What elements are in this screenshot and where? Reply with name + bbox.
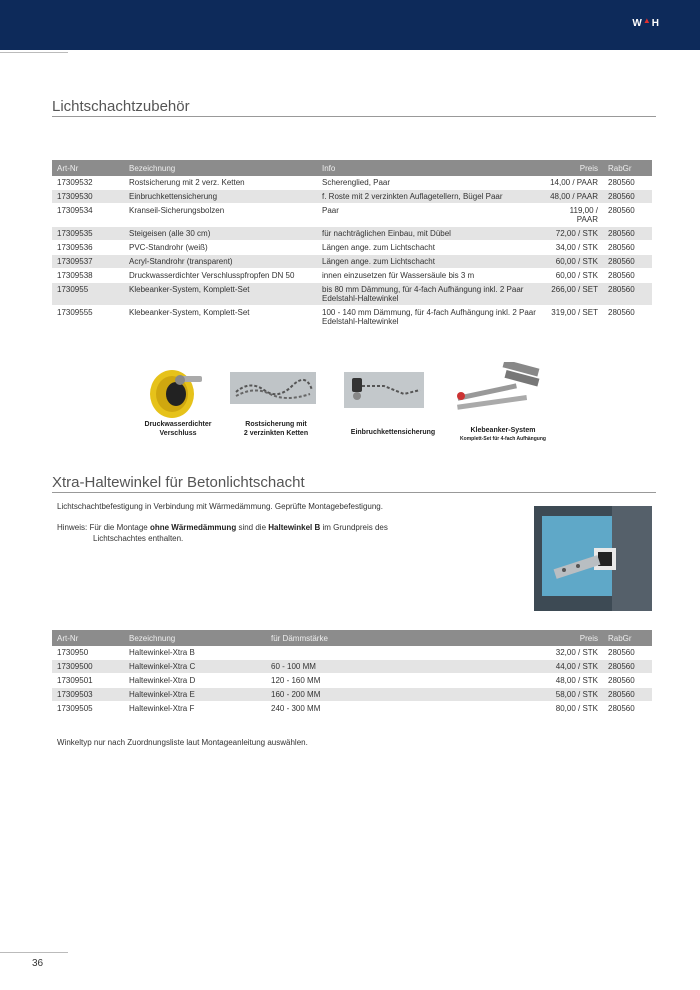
hint-bold: Haltewinkel B <box>268 523 321 532</box>
cell-preis: 319,00 / SET <box>543 306 603 329</box>
cell-rabgr: 280560 <box>603 674 652 688</box>
cell-bezeichnung: Druckwasserdichter Verschlusspfropfen DN 50 <box>124 269 317 283</box>
chain-image <box>230 372 316 408</box>
caption-line: Verschluss <box>159 430 197 437</box>
cell-info: bis 80 mm Dämmung, für 4-fach Aufhängung inkl. 2 Paar Edelstahl-Haltewinkel <box>317 283 543 306</box>
cell-rabgr: 280560 <box>603 702 652 716</box>
section-title-xtra-haltewinkel: Xtra-Haltewinkel für Betonlichtschacht <box>52 474 305 491</box>
cell-bezeichnung: Haltewinkel-Xtra D <box>124 674 266 688</box>
cell-artnr: 17309500 <box>52 660 124 674</box>
cell-preis: 14,00 / PAAR <box>543 176 603 190</box>
hint-part: Für die Montage <box>89 523 148 532</box>
col-bezeichnung: Bezeichnung <box>124 630 266 646</box>
cell-bezeichnung: Kranseil-Sicherungsbolzen <box>124 204 317 227</box>
cell-rabgr: 280560 <box>603 306 652 329</box>
cell-artnr: 17309555 <box>52 306 124 329</box>
caption-burglary <box>340 428 446 437</box>
table-row <box>52 702 652 716</box>
cell-preis: 60,00 / STK <box>543 255 603 269</box>
col-rabgr: RabGr <box>603 160 652 176</box>
cell-preis: 34,00 / STK <box>543 241 603 255</box>
caption-line: Komplett-Set für 4-fach Aufhängung <box>460 436 546 442</box>
col-info: Info <box>317 160 543 176</box>
col-artnr: Art-Nr <box>52 160 124 176</box>
cell-rabgr: 280560 <box>603 283 652 306</box>
cell-artnr: 17309536 <box>52 241 124 255</box>
table-row <box>52 227 652 241</box>
cell-artnr: 17309503 <box>52 688 124 702</box>
cell-bezeichnung: Haltewinkel-Xtra E <box>124 688 266 702</box>
hint-text <box>57 522 477 544</box>
cell-daemmstaerke: 120 - 160 MM <box>266 674 543 688</box>
caption-plug <box>134 420 222 438</box>
footnote-text: Winkeltyp nur nach Zuordnungsliste laut Montageanleitung auswählen. <box>57 738 308 747</box>
cell-daemmstaerke <box>266 646 543 660</box>
cell-rabgr: 280560 <box>603 255 652 269</box>
section-rule <box>52 116 656 117</box>
cell-preis: 44,00 / STK <box>543 660 603 674</box>
bracket-photo <box>534 506 652 615</box>
haltewinkel-table <box>52 630 652 716</box>
plug-image <box>140 366 210 425</box>
table-header-row <box>52 630 652 646</box>
cell-bezeichnung: Steigeisen (alle 30 cm) <box>124 227 317 241</box>
cell-info: Paar <box>317 204 543 227</box>
cell-info: f. Roste mit 2 verzinkten Auflagetellern, Bügel Paar <box>317 190 543 204</box>
cell-bezeichnung: Acryl-Standrohr (transparent) <box>124 255 317 269</box>
table-row <box>52 674 652 688</box>
cell-daemmstaerke: 60 - 100 MM <box>266 660 543 674</box>
footer-divider <box>0 952 68 953</box>
table-row <box>52 190 652 204</box>
cell-rabgr: 280560 <box>603 227 652 241</box>
cell-artnr: 17309535 <box>52 227 124 241</box>
col-artnr: Art-Nr <box>52 630 124 646</box>
cell-preis: 58,00 / STK <box>543 688 603 702</box>
cell-bezeichnung: Einbruchkettensicherung <box>124 190 317 204</box>
table-header-row <box>52 160 652 176</box>
caption-line: Rostsicherung mit <box>245 421 307 428</box>
cell-info: Scherenglied, Paar <box>317 176 543 190</box>
caption-line: Einbruchkettensicherung <box>350 429 436 436</box>
table-row <box>52 241 652 255</box>
col-preis: Preis <box>543 630 603 646</box>
col-rabgr: RabGr <box>603 630 652 646</box>
burglary-chain-image <box>344 372 424 412</box>
cell-rabgr: 280560 <box>603 660 652 674</box>
hint-label: Hinweis: <box>57 523 88 532</box>
accessories-table <box>52 160 652 329</box>
intro-text: Lichtschachtbefestigung in Verbindung mit Wärmedämmung. Geprüfte Montagebefestigung. <box>57 502 383 511</box>
cell-info: innen einzusetzen für Wassersäule bis 3 m <box>317 269 543 283</box>
cell-artnr: 17309505 <box>52 702 124 716</box>
caption-line: Druckwasserdichter <box>144 421 212 428</box>
cell-bezeichnung: Klebeanker-System, Komplett-Set <box>124 306 317 329</box>
cell-bezeichnung: Klebeanker-System, Komplett-Set <box>124 283 317 306</box>
page-number: 36 <box>32 958 44 969</box>
cell-preis: 32,00 / STK <box>543 646 603 660</box>
caption-line: 2 verzinkten Ketten <box>243 430 309 437</box>
col-preis: Preis <box>543 160 603 176</box>
cell-bezeichnung: Haltewinkel-Xtra C <box>124 660 266 674</box>
cell-info: Längen ange. zum Lichtschacht <box>317 241 543 255</box>
cell-artnr: 1730950 <box>52 646 124 660</box>
cell-artnr: 17309534 <box>52 204 124 227</box>
table-row <box>52 255 652 269</box>
table-row <box>52 283 652 306</box>
cell-preis: 266,00 / SET <box>543 283 603 306</box>
cell-rabgr: 280560 <box>603 241 652 255</box>
cell-daemmstaerke: 240 - 300 MM <box>266 702 543 716</box>
cell-info: für nachträglichen Einbau, mit Dübel <box>317 227 543 241</box>
caption-line: Klebeanker-System <box>470 427 536 434</box>
table-row <box>52 269 652 283</box>
header-divider <box>0 52 68 53</box>
table-row <box>52 204 652 227</box>
cell-artnr: 17309532 <box>52 176 124 190</box>
cell-artnr: 1730955 <box>52 283 124 306</box>
col-bezeichnung: Bezeichnung <box>124 160 317 176</box>
cell-preis: 119,00 / PAAR <box>543 204 603 227</box>
hint-line2: Lichtschachtes enthalten. <box>93 534 184 543</box>
cell-preis: 60,00 / STK <box>543 269 603 283</box>
cell-preis: 72,00 / STK <box>543 227 603 241</box>
cell-preis: 48,00 / PAAR <box>543 190 603 204</box>
cell-rabgr: 280560 <box>603 204 652 227</box>
section-rule <box>52 492 656 493</box>
hint-part: im Grundpreis des <box>322 523 388 532</box>
cell-artnr: 17309501 <box>52 674 124 688</box>
cell-rabgr: 280560 <box>603 646 652 660</box>
hint-part: sind die <box>238 523 267 532</box>
cell-rabgr: 280560 <box>603 269 652 283</box>
table-row <box>52 646 652 660</box>
cell-bezeichnung: Haltewinkel-Xtra B <box>124 646 266 660</box>
caption-chain <box>226 420 326 438</box>
brand-logo: W▲H <box>632 16 660 29</box>
cell-rabgr: 280560 <box>603 190 652 204</box>
table-row <box>52 176 652 190</box>
cell-info: Längen ange. zum Lichtschacht <box>317 255 543 269</box>
cell-rabgr: 280560 <box>603 176 652 190</box>
section-title-lichtschachtzubehoer: Lichtschachtzubehör <box>52 98 190 115</box>
cell-preis: 80,00 / STK <box>543 702 603 716</box>
header-bar <box>0 0 700 50</box>
cell-artnr: 17309537 <box>52 255 124 269</box>
cell-bezeichnung: PVC-Standrohr (weiß) <box>124 241 317 255</box>
cell-info: 100 - 140 mm Dämmung, für 4-fach Aufhängung inkl. 2 Paar Edelstahl-Haltewinkel <box>317 306 543 329</box>
table-row <box>52 688 652 702</box>
table-row <box>52 306 652 329</box>
cell-bezeichnung: Rostsicherung mit 2 verz. Ketten <box>124 176 317 190</box>
logo-roof-icon: ▲ <box>642 16 652 25</box>
cell-daemmstaerke: 160 - 200 MM <box>266 688 543 702</box>
col-daemmstaerke: für Dämmstärke <box>266 630 543 646</box>
cell-rabgr: 280560 <box>603 688 652 702</box>
anchor-image <box>455 362 545 422</box>
hint-bold: ohne Wärmedämmung <box>149 523 237 532</box>
cell-bezeichnung: Haltewinkel-Xtra F <box>124 702 266 716</box>
caption-anchor <box>446 426 560 444</box>
cell-artnr: 17309538 <box>52 269 124 283</box>
cell-artnr: 17309530 <box>52 190 124 204</box>
table-row <box>52 660 652 674</box>
cell-preis: 48,00 / STK <box>543 674 603 688</box>
